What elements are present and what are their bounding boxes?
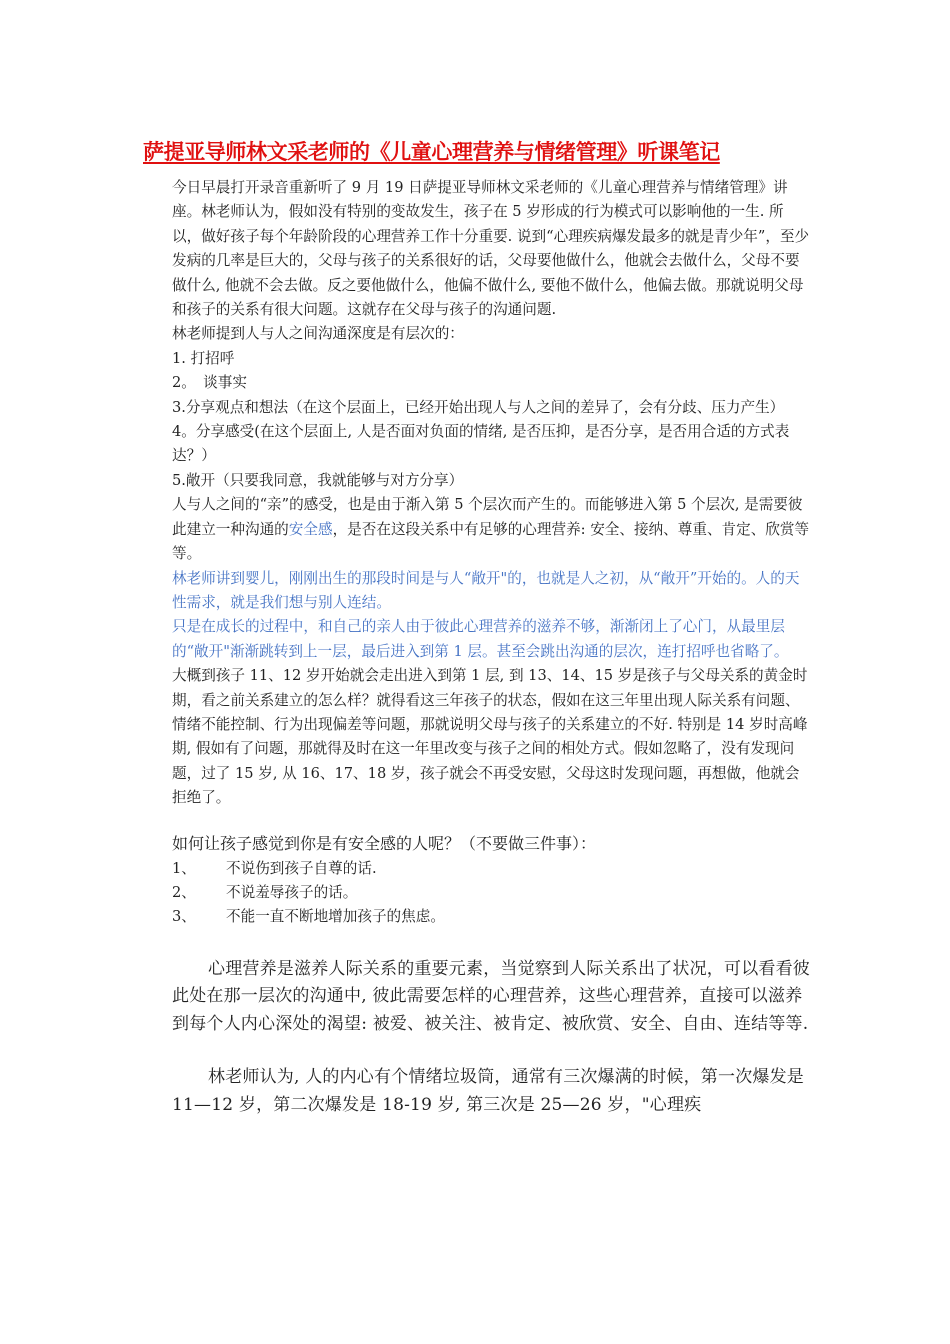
level-5: 5.敞开（只要我同意，我就能够与对方分享）	[172, 471, 464, 489]
growth-paragraph: 只是在成长的过程中，和自己的亲人由于彼此心理营养的滋养不够，渐渐闭上了心门，从最里层的“敞开"渐渐跳转到上一层，最后进入到第 1 层。甚至会跳出沟通的层次，连打招呼也省略了。	[172, 618, 789, 660]
level-3: 3.分享观点和想法（在这个层面上，已经开始出现人与人之间的差异了，会有分歧、压力产生）	[172, 398, 785, 416]
document-title: 萨提亚导师林文采老师的《儿童心理营养与情绪管理》听课笔记	[143, 140, 720, 164]
safety-link[interactable]: 安全感	[288, 520, 333, 538]
level-4: 4。分享感受(在这个层面上, 人是否面对负面的情绪, 是否压抑，是否分享，是否用合适的方式表达？）	[172, 423, 790, 465]
list-text: 不说羞辱孩子的话。	[226, 883, 358, 901]
age-paragraph: 大概到孩子 11、12 岁开始就会走出进入到第 1 层, 到 13、14、15 岁是孩子与父母关系的黄金时期，看之前关系建立的怎么样？就得看这三年孩子的状态，假如在这三年里出现人际关系有问题、情绪不能控制、行为出现偏差等问题，那就说明父母与孩子的关系建立的不好. 特别是 14 岁时高峰期, 假如有了问题，那就得及时在这一年里改变与孩子之间的相处方式。假如忽略了，没有发现问题，过了 15 岁, 从 16、17、18 岁，孩子就会不再受安慰，父母这时发现问题，再想做，他就会拒绝了。	[172, 667, 808, 807]
emotion-paragraph: 林老师认为, 人的内心有个情绪垃圾筒，通常有三次爆满的时候，第一次爆发是 11—12 岁，第二次爆发是 18-19 岁, 第三次是 25—26 岁，"心理疾	[172, 1067, 805, 1115]
list-text: 不能一直不断地增加孩子的焦虑。	[226, 908, 445, 926]
list-number: 2、	[172, 883, 196, 901]
three-things-list	[172, 857, 812, 930]
intro-paragraph: 今日早晨打开录音重新听了 9 月 19 日萨提亚导师林文采老师的《儿童心理营养与情绪管理》讲座。林老师认为，假如没有特别的变故发生，孩子在 5 岁形成的行为模式可以影响他的一生. 所以，做好孩子每个年龄阶段的心理营养工作十分重要. 说到“心理疾病爆发最多的就是青少年”，至少发病的几率是巨大的，父母与孩子的关系很好的话，父母要他做什么，他就会去做什么，父母不要做什么, 他就不会去做。反之要他做什么，他偏不做什么, 要他不做什么，他偏去做。那就说明父母和孩子的关系有很大问题。这就存在父母与孩子的沟通问题.	[172, 179, 810, 319]
nutrition-paragraph: 心理营养是滋养人际关系的重要元素，当觉察到人际关系出了状况，可以看看彼此处在那一层次的沟通中, 彼此需要怎样的心理营养，这些心理营养，直接可以滋养到每个人内心深处的渴望: 被爱、被关注、被肯定、被欣赏、安全、自由、连结等等.	[172, 958, 810, 1034]
level-1: 1. 打招呼	[172, 349, 235, 367]
list-number: 1、	[172, 859, 196, 877]
closeness-text-a: 人与人之间的“亲”的感受，也是由于渐入第 5 个层次而产生的。而能够进入第 5 个层次, 是需要彼此建立一种沟通的	[172, 496, 803, 538]
list-item	[172, 905, 812, 929]
list-text: 不说伤到孩子自尊的话.	[226, 859, 377, 877]
spacer	[172, 811, 812, 831]
spacer	[172, 930, 812, 956]
spacer	[172, 1038, 812, 1064]
list-item	[172, 857, 812, 881]
closeness-paragraph	[172, 493, 812, 566]
level-2: 2。 谈事实	[172, 374, 247, 392]
list-number: 3、	[172, 908, 196, 926]
closeness-text-b: ，是否在这段关系中有足够的心理营养: 安全、接纳、尊重、肯定、欣赏等等。	[172, 520, 810, 563]
question-heading: 如何让孩子感觉到你是有安全感的人呢？（不要做三件事）：	[172, 833, 597, 853]
list-item	[172, 881, 812, 905]
levels-intro: 林老师提到人与人之间沟通深度是有层次的：	[172, 325, 464, 343]
baby-paragraph: 林老师讲到婴儿，刚刚出生的那段时间是与人“敞开"的，也就是人之初，从“敞开”开始的。人的天性需求，就是我们想与别人连结。	[172, 569, 800, 611]
document-body	[172, 176, 812, 1119]
